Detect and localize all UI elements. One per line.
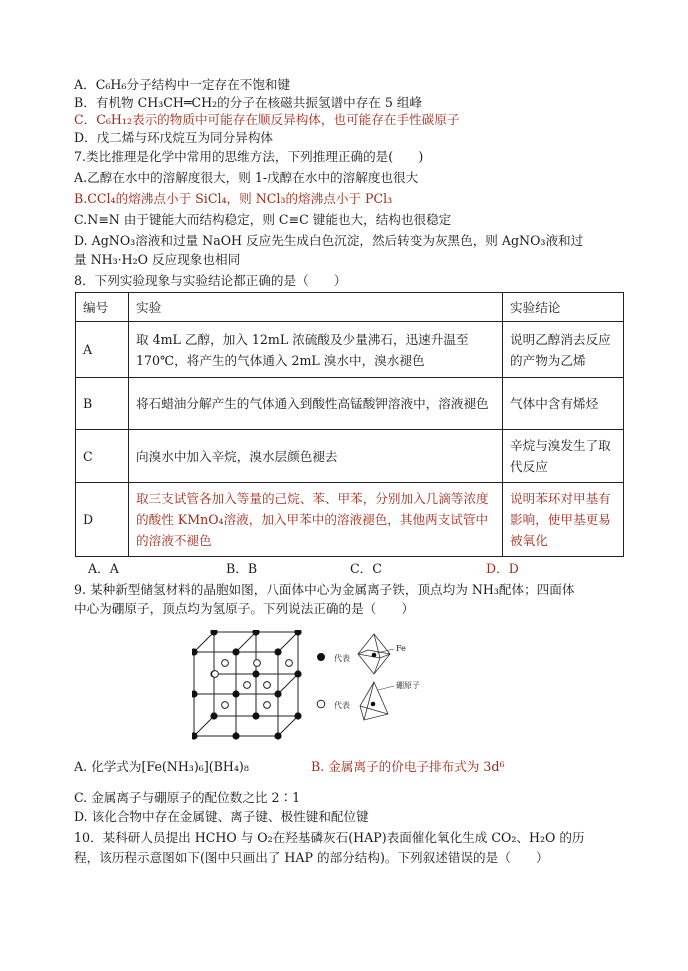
unit-cell-diagram — [192, 630, 452, 740]
crystal-cell-figure — [192, 630, 452, 743]
row-experiment: 取三支试管各加入等量的己烷、苯、甲苯，分别加入几滴等浓度的酸性 KMnO₄溶液，加入甲苯中的溶液褪色，其他两支试管中的溶液不褪色 — [129, 483, 503, 557]
table-row — [76, 430, 624, 483]
q9-option-c: C. 金属离子与硼原子的配位数之比 2∶1 — [74, 790, 301, 805]
q9-stem-line2: 中心为硼原子，顶点均为氢原子。下列说法正确的是（ ） — [74, 601, 415, 616]
q7-option-d-line2: 量 NH₃·H₂O 反应现象也相同 — [74, 252, 241, 267]
table-row — [76, 378, 624, 430]
q8-option-a: A．A — [88, 561, 119, 576]
row-conclusion: 辛烷与溴发生了取代反应 — [503, 430, 624, 483]
q8-option-c: C．C — [350, 561, 382, 576]
q7-option-a: A.乙醇在水中的溶解度很大，则 1-戊醇在水中的溶解度也很大 — [74, 170, 419, 185]
boron-legend-label: 代表 — [334, 701, 350, 710]
header-experiment: 实验 — [129, 293, 503, 322]
header-conclusion: 实验结论 — [503, 293, 624, 322]
row-id: B — [76, 378, 129, 430]
q9-option-b: B. 金属离子的价电子排布式为 3d⁶ — [311, 759, 505, 774]
q6-option-b: B．有机物 CH₃CH═CH₂的分子在核磁共振氢谱中存在 5 组峰 — [74, 95, 423, 110]
row-conclusion: 气体中含有烯烃 — [503, 378, 624, 430]
q10-stem-line2: 程，该历程示意图如下(图中只画出了 HAP 的部分结构)。下列叙述错误的是（ ） — [74, 850, 549, 865]
boron-legend-dot — [317, 700, 325, 708]
row-conclusion: 说明乙醇消去反应的产物为乙烯 — [503, 322, 624, 378]
experiment-table — [75, 292, 624, 557]
q6-option-c: C．C₆H₁₂表示的物质中可能存在顺反异构体，也可能存在手性碳原子 — [74, 112, 460, 127]
q7-option-d-line1: D. AgNO₃溶液和过量 NaOH 反应先生成白色沉淀，然后转变为灰黑色，则 AgNO₃液和过 — [74, 233, 584, 248]
q9-stem-line1: 9. 某种新型储氢材料的晶胞如图，八面体中心为金属离子铁，顶点均为 NH₃配体；四面体 — [74, 582, 575, 597]
row-experiment: 取 4mL 乙醇，加入 12mL 浓硫酸及少量沸石，迅速升温至 170℃，将产生的气体通入 2mL 溴水中，溴水褪色 — [129, 322, 503, 378]
q9-option-a: A. 化学式为[Fe(NH₃)₆](BH₄)₈ — [74, 759, 249, 774]
q8-stem: 8．下列实验现象与实验结论都正确的是（ ） — [74, 273, 347, 288]
fe-legend-label: 代表 — [334, 654, 350, 663]
table-row — [76, 483, 624, 557]
fe-legend-tag: Fe — [396, 644, 406, 653]
row-conclusion: 说明苯环对甲基有影响，使甲基更易被氧化 — [503, 483, 624, 557]
q6-option-a: A．C₆H₆分子结构中一定存在不饱和键 — [74, 77, 291, 92]
row-id: A — [76, 322, 129, 378]
q6-option-d: D．戊二烯与环戊烷互为同分异构体 — [74, 130, 274, 145]
table-row — [76, 322, 624, 378]
row-id: C — [76, 430, 129, 483]
q8-option-d: D．D — [486, 561, 519, 576]
q7-option-b: B.CCl₄的熔沸点小于 SiCl₄，则 NCl₃的熔沸点小于 PCl₃ — [74, 191, 393, 206]
q7-option-c: C.N≡N 由于键能大而结构稳定，则 C≡C 键能也大，结构也很稳定 — [74, 212, 452, 227]
fe-legend-dot — [317, 653, 325, 661]
table-header-row — [76, 293, 624, 322]
q7-stem: 7.类比推理是化学中常用的思维方法，下列推理正确的是( ) — [74, 149, 424, 164]
q8-options — [88, 558, 528, 575]
q10-stem-line1: 10．某科研人员提出 HCHO 与 O₂在羟基磷灰石(HAP)表面催化氧化生成 CO₂、H₂O 的历 — [74, 830, 585, 845]
q9-option-d: D. 该化合物中存在金属键、离子键、极性键和配位键 — [74, 809, 369, 824]
header-id: 编号 — [76, 293, 129, 322]
q8-option-b: B．B — [226, 561, 258, 576]
row-experiment: 向溴水中加入辛烷，溴水层颜色褪去 — [129, 430, 503, 483]
boron-legend-tag: 硼原子 — [396, 681, 420, 690]
row-experiment: 将石蜡油分解产生的气体通入到酸性高锰酸钾溶液中，溶液褪色 — [129, 378, 503, 430]
row-id: D — [76, 483, 129, 557]
tetrahedron-icon — [360, 682, 388, 720]
